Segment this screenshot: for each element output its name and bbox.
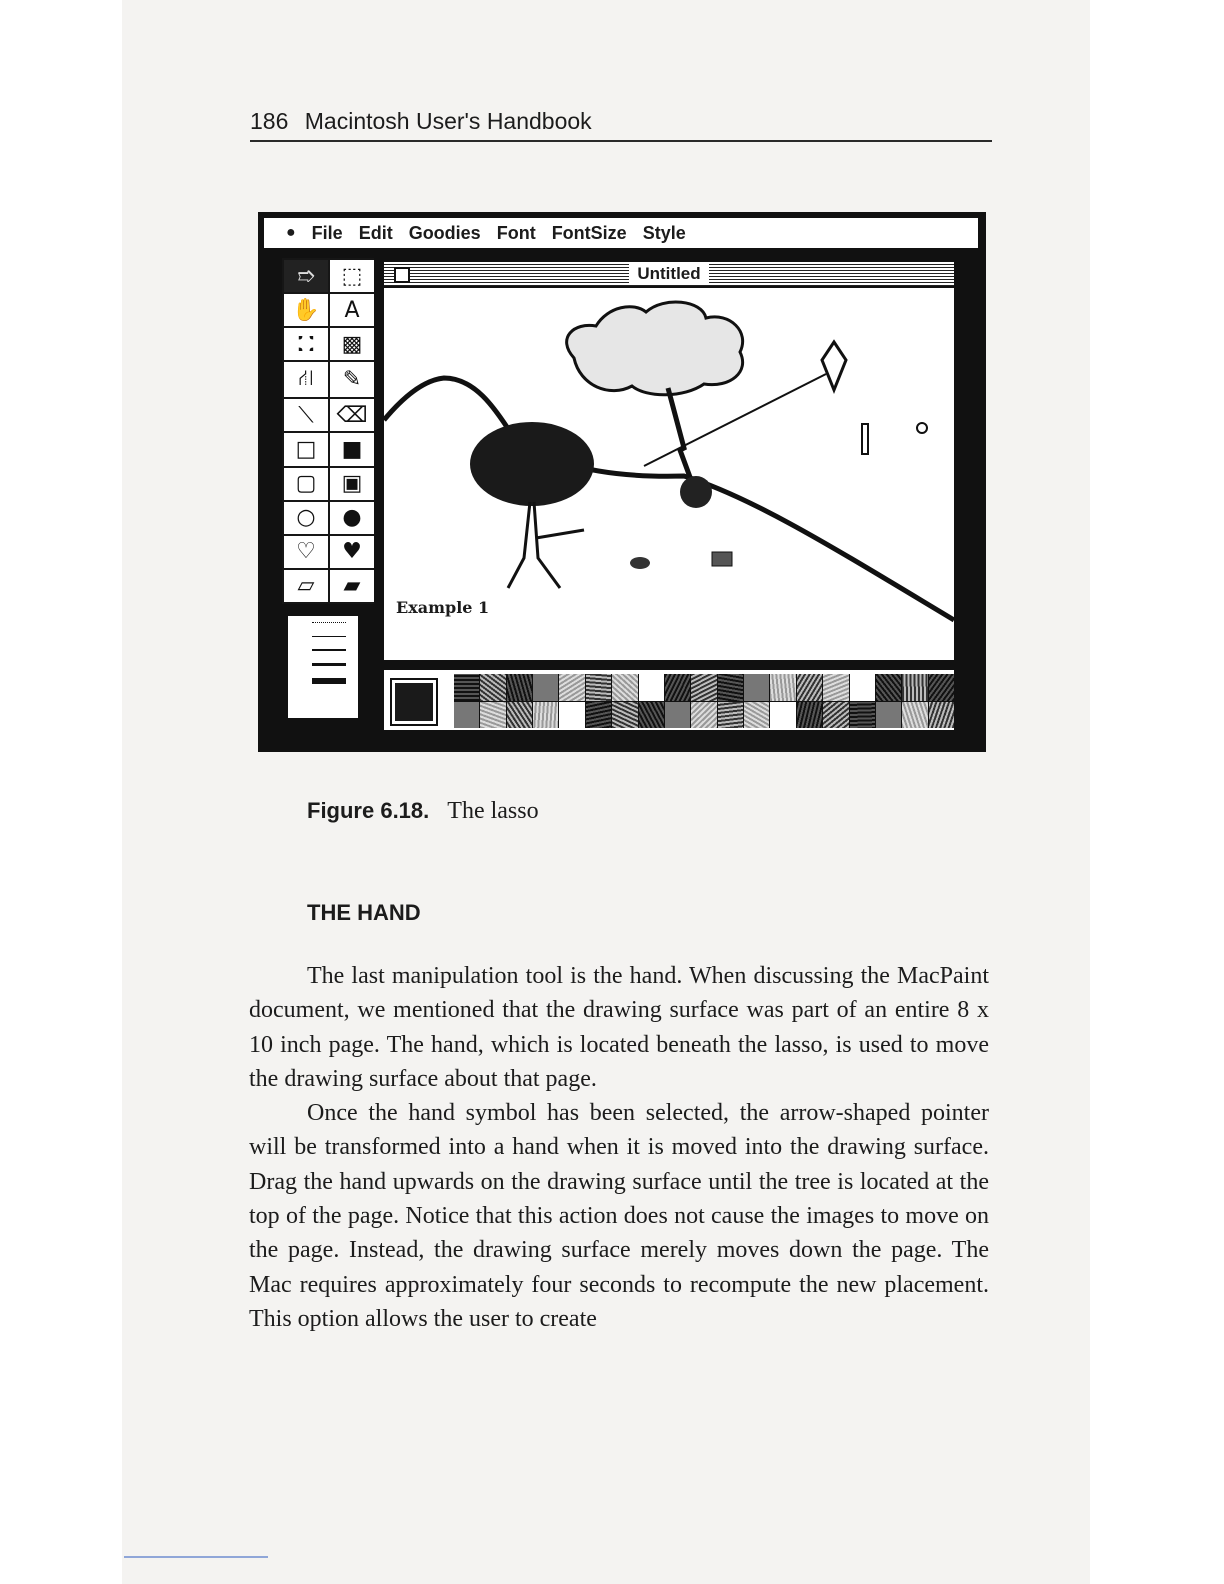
macpaint-screenshot [258,212,986,752]
pattern-swatch[interactable] [533,702,558,729]
title-bar[interactable] [384,262,954,288]
pattern-swatch[interactable] [507,674,532,701]
close-box-icon[interactable] [394,267,410,283]
pattern-swatch[interactable] [744,702,769,729]
pattern-swatch[interactable] [454,702,479,729]
pattern-swatch[interactable] [902,702,927,729]
pattern-swatch[interactable] [876,674,901,701]
pattern-swatch[interactable] [797,674,822,701]
pattern-swatch[interactable] [823,702,848,729]
pattern-swatch[interactable] [612,674,637,701]
menu-goodies[interactable]: Goodies [408,222,481,243]
figure-caption [307,798,539,825]
pattern-swatch[interactable] [665,702,690,729]
filled-freeform-shape-icon[interactable]: ♥ [330,536,374,568]
line-width-4[interactable] [312,678,346,684]
pattern-swatches [454,674,954,728]
pattern-swatch[interactable] [480,702,505,729]
pattern-swatch[interactable] [718,674,743,701]
filled-rectangle-icon[interactable]: ■ [330,433,374,465]
section-heading: THE HAND [307,900,421,925]
selection-rectangle-icon[interactable]: ⬚ [330,260,374,292]
pattern-swatch[interactable] [718,702,743,729]
pattern-swatch[interactable] [586,702,611,729]
figure-label: Figure 6.18. [307,798,430,823]
polygon-icon[interactable]: ▱ [284,570,328,602]
menu-bar [264,218,978,248]
pattern-swatch[interactable] [691,702,716,729]
page-number: 186 [250,108,289,134]
current-pattern [392,680,436,724]
figure-caption-text: The lasso [447,798,539,824]
pattern-swatch[interactable] [744,674,769,701]
filled-polygon-icon[interactable]: ▰ [330,570,374,602]
window-title: Untitled [629,264,708,284]
tree-trunk [508,502,584,588]
lasso-icon[interactable]: ➱ [284,260,328,292]
lasso-cursor-icon [917,423,927,433]
running-header [250,108,992,142]
pattern-swatch[interactable] [770,674,795,701]
spray-can-icon[interactable]: ▩ [330,328,374,360]
freeform-shape-icon[interactable]: ♡ [284,536,328,568]
document-window [382,260,956,662]
apple-menu-icon[interactable]: ● [286,224,296,241]
pattern-swatch[interactable] [850,674,875,701]
pattern-swatch[interactable] [559,674,584,701]
line-icon[interactable]: ⟍ [284,399,328,431]
kite [822,342,846,390]
rectangle-icon[interactable]: □ [284,433,328,465]
pattern-swatch[interactable] [454,674,479,701]
text-icon[interactable]: A [330,294,374,326]
menu-fontsize[interactable]: FontSize [551,222,627,243]
impact-splash [680,476,712,508]
menu-style[interactable]: Style [642,222,686,243]
pattern-swatch[interactable] [823,674,848,701]
pattern-swatch[interactable] [797,702,822,729]
rounded-rectangle-icon[interactable]: ▢ [284,468,328,500]
tool-palette [282,258,374,604]
line-width-3[interactable] [312,663,346,666]
pattern-swatch[interactable] [850,702,875,729]
paint-bucket-icon[interactable]: ⛚ [284,328,328,360]
pattern-swatch[interactable] [533,674,558,701]
filled-oval-icon[interactable]: ● [330,502,374,534]
menu-file[interactable]: File [311,222,343,243]
pattern-swatch[interactable] [639,702,664,729]
line-width-2[interactable] [312,649,346,651]
pattern-swatch[interactable] [929,702,954,729]
small-oval [630,557,650,569]
pattern-swatch[interactable] [480,674,505,701]
pattern-swatch[interactable] [929,674,954,701]
pattern-swatch[interactable] [902,674,927,701]
pattern-swatch[interactable] [559,702,584,729]
footnote-rule [124,1556,268,1558]
pattern-swatch[interactable] [770,702,795,729]
pattern-swatch[interactable] [691,674,716,701]
body-text [249,959,989,1336]
menu-edit[interactable]: Edit [358,222,393,243]
pattern-swatch[interactable] [639,674,664,701]
drawing-label: Example 1 [396,598,490,617]
running-title: Macintosh User's Handbook [304,108,592,134]
pattern-swatch[interactable] [612,702,637,729]
lightning-bolt [668,388,694,488]
line-width-1[interactable] [312,636,346,637]
pattern-swatch[interactable] [586,674,611,701]
menu-font[interactable]: Font [496,222,536,243]
small-basket [712,552,732,566]
filled-rounded-rectangle-icon[interactable]: ▣ [330,468,374,500]
tree-crown [470,422,594,506]
paragraph-2: Once the hand symbol has been selected, the arrow-shaped pointer will be transformed into a hand when it is moved into the drawing surface. Drag the hand upwards on the drawing surface until the tree is located at the top of the page. Notice that this action does not cause the images to move on the page. Instead, the drawing surface merely moves down the page. The Mac requires approximately four seconds to recompute the new placement. This option allows the user to create [249,1100,989,1332]
paintbrush-icon[interactable]: ⛙ [284,362,328,397]
cloud [567,302,743,395]
pattern-swatch[interactable] [507,702,532,729]
line-width-dotted[interactable] [312,622,346,624]
paragraph-1: The last manipulation tool is the hand. When discussing the MacPaint document, we mentioned that the drawing surface was part of an entire 8 x 10 inch page. The hand, which is located beneath the lasso, is used to move the drawing surface about that page. [249,963,989,1092]
pencil-icon[interactable]: ✎ [330,362,374,397]
hand-icon[interactable]: ✋ [284,294,328,326]
small-post [862,424,868,454]
pattern-swatch[interactable] [665,674,690,701]
line-width-selector[interactable] [288,616,358,718]
hill-line [384,378,954,620]
eraser-icon[interactable]: ⌫ [330,399,374,431]
oval-icon[interactable]: ○ [284,502,328,534]
pattern-palette [382,668,956,732]
pattern-swatch[interactable] [876,702,901,729]
